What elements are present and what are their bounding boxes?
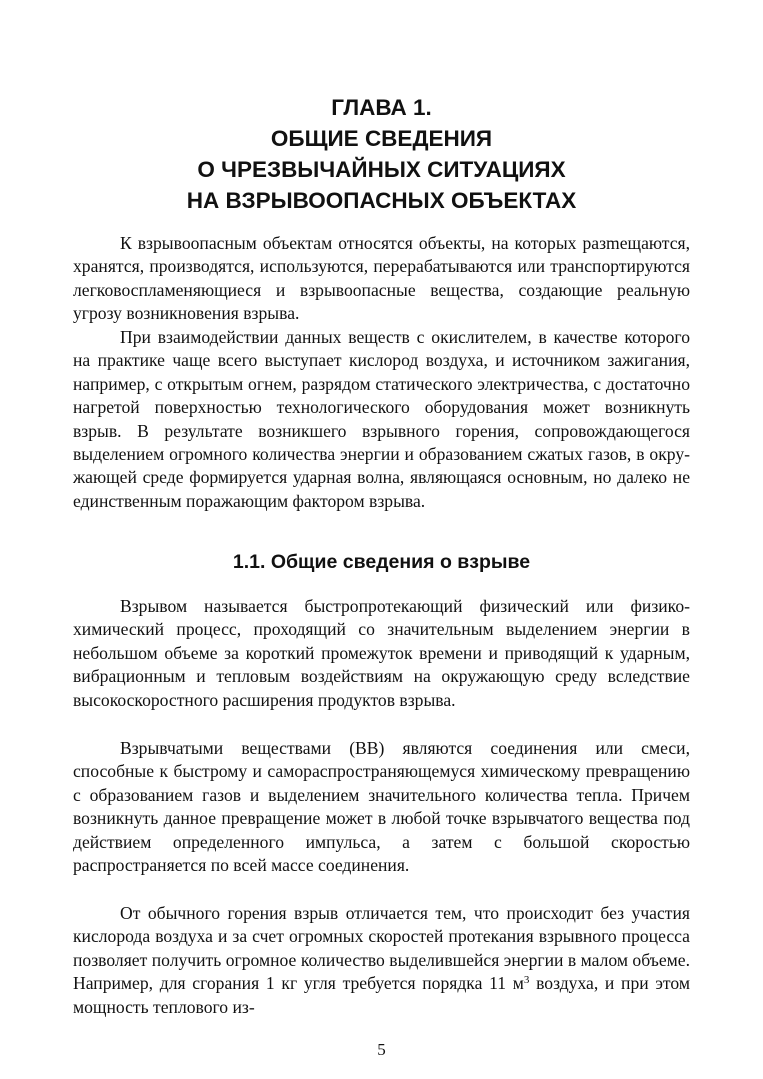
section-paragraph-3: [73, 902, 690, 1019]
section-title: 1.1. Общие сведения о взрыве: [232, 551, 531, 573]
chapter-title: [60, 92, 703, 216]
section-paragraph-1: Взрывом называется быстропротекающий физический или физико-химический процесс, проходящий со значительным выделением энергии в небольшом объеме за короткий промежуток времени и приводящий к ударным, вибрационным и тепловым воздействиям на окружающую среду вследствие высокоскоростного расширения продуктов взрыва.: [73, 596, 690, 710]
chapter-title-line: ОБЩИЕ СВЕДЕНИЯ: [270, 126, 493, 151]
intro-paragraph-1: К взрывоопасным объектам относятся объекты, на которых разmещаются, хранятся, производятся, используются, перерабатываются или транспортируются легковоспламеняющиеся и взрывоопасные вещества, создающие реальную угрозу возникновения взрыва.: [73, 233, 690, 324]
intro-paragraph-2: При взаимодействии данных веществ с окислителем, в качестве которого на практике чаще всего выступает кислород воздуха, и источником зажигания, например, с открытым огнем, разрядом статического электричества, с достаточно нагретой поверхностью технологического оборудования может возникнуть взрыв. В результате возникшего взрывного горения, сопровождающегося выделением огромного количества энергии и образованием сжатых газов, в окружающей среде формируется ударная волна, являющаяся основным, но далеко не единственным поражающим фактором взрыва.: [73, 327, 690, 511]
chapter-title-line: О ЧРЕЗВЫЧАЙНЫХ СИТУАЦИЯХ: [197, 157, 566, 182]
page-number: 5: [377, 1040, 386, 1059]
superscript: 3: [523, 974, 530, 987]
chapter-title-line: ГЛАВА 1.: [331, 95, 432, 120]
paragraph-text: воздуха, и при этом мощность теплового из-: [73, 973, 690, 1017]
chapter-title-line: НА ВЗРЫВООПАСНЫХ ОБЪЕКТАХ: [186, 188, 577, 213]
section-paragraph-2: Взрывчатыми веществами (ВВ) являются соединения или смеси, способные к быстрому и самораспространяющемуся химическому превращению с образованием газов и выделением значительного количества тепла. Причем возникнуть данное превращение может в любой точке взрывчатого вещества под действием определенного импульса, а затем с большой скоростью распространяется по всей массе соединения.: [73, 738, 690, 876]
paragraph-text: От обычного горения взрыв отличается тем, что происходит без участия кислорода воздуха и за счет огромных скоростей протекания взрывного процесса позволяет получить огромное количество выделившейся энергии в малом объеме. Например, для сгорания 1 кг угля требуется порядка 11 м: [73, 903, 690, 994]
